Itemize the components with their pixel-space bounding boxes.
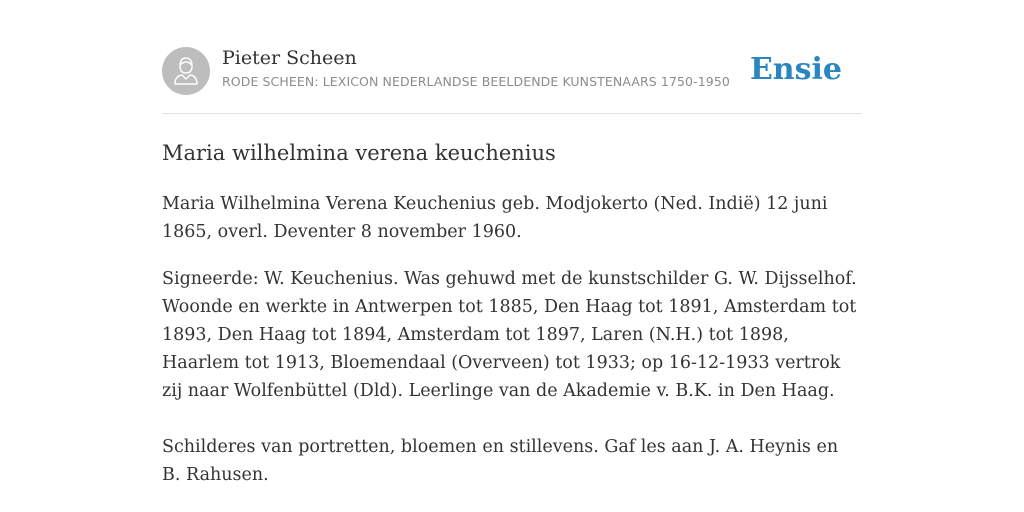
paragraph-biography: Signeerde: W. Keuchenius. Was gehuwd met de kunstschilder G. W. Dijsselhof. Woonde en werkte in Antwerpen tot 1885, Den Haag tot 1891, Amsterdam tot 1893, Den Haag tot 1894, Amsterdam tot 1897, Laren (N.H.) tot 1898, Haarlem tot 1913, Bloemendaal (Overveen) tot 1933; op 16-12-1933 vertrok zij naar Wolfenbüttel (Dld). Leerlinge van de Akademie v. B.K. in Den Haag.	[162, 269, 857, 401]
article-body	[162, 190, 862, 489]
user-icon	[162, 47, 210, 95]
paragraph-work: Schilderes van portretten, bloemen en stillevens. Gaf les aan J. A. Heynis en B. Rahusen.	[162, 437, 839, 485]
author-name[interactable]: Pieter Scheen	[222, 47, 357, 69]
article-title: Maria wilhelmina verena keuchenius	[162, 141, 556, 165]
paragraph-birth-death: Maria Wilhelmina Verena Keuchenius geb. Modjokerto (Ned. Indië) 12 juni 1865, overl. Deventer 8 november 1960.	[162, 194, 828, 242]
source-title[interactable]: RODE SCHEEN: LEXICON NEDERLANDSE BEELDENDE KUNSTENAARS 1750-1950	[222, 74, 730, 89]
header-divider	[162, 113, 862, 114]
header	[162, 46, 862, 96]
author-avatar[interactable]	[162, 47, 210, 95]
brand-logo[interactable]: Ensie	[749, 52, 842, 87]
